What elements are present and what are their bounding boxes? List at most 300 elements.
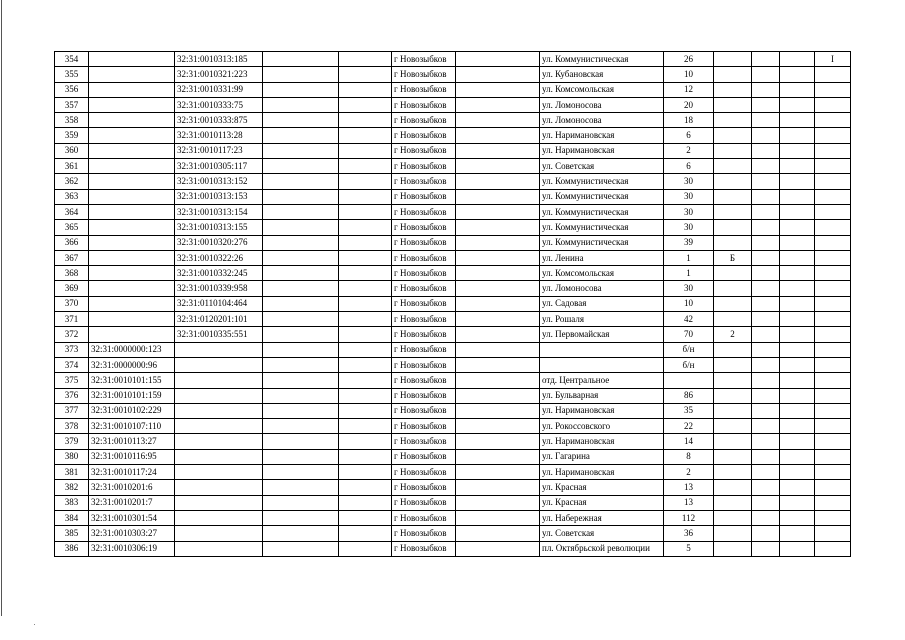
- last-column-cell: [815, 480, 851, 495]
- house-letter-cell: [714, 52, 752, 67]
- empty-cell: [780, 189, 815, 204]
- table-row: [55, 388, 851, 403]
- cadastral-number-b-cell: [175, 541, 263, 556]
- city-cell: г Новозыбков: [392, 480, 456, 495]
- row-number-cell: 361: [55, 159, 89, 174]
- last-column-cell: [815, 97, 851, 112]
- city-cell: г Новозыбков: [392, 526, 456, 541]
- cadastral-number-b-cell: 32:31:0010313:153: [175, 189, 263, 204]
- last-column-cell: [815, 403, 851, 418]
- city-cell: г Новозыбков: [392, 388, 456, 403]
- last-column-cell: [815, 434, 851, 449]
- empty-cell: [263, 128, 339, 143]
- house-letter-cell: [714, 403, 752, 418]
- row-number-cell: 382: [55, 480, 89, 495]
- table-row: [55, 174, 851, 189]
- street-cell: ул. Рошаля: [540, 312, 664, 327]
- cadastral-number-b-cell: [175, 373, 263, 388]
- empty-cell: [780, 342, 815, 357]
- house-number-cell: 14: [664, 434, 714, 449]
- cadastral-number-a-cell: 32:31:0010113:27: [89, 434, 175, 449]
- row-number-cell: 383: [55, 495, 89, 510]
- city-cell: г Новозыбков: [392, 465, 456, 480]
- empty-cell: [780, 113, 815, 128]
- empty-cell: [752, 541, 780, 556]
- house-letter-cell: [714, 434, 752, 449]
- cadastral-number-b-cell: 32:31:0010113:28: [175, 128, 263, 143]
- street-cell: ул. Ломоносова: [540, 113, 664, 128]
- row-number-cell: 385: [55, 526, 89, 541]
- table-row: [55, 143, 851, 158]
- house-letter-cell: Б: [714, 250, 752, 265]
- empty-cell: [339, 419, 392, 434]
- cadastral-number-a-cell: 32:31:0010101:159: [89, 388, 175, 403]
- house-number-cell: 2: [664, 465, 714, 480]
- house-number-cell: 70: [664, 327, 714, 342]
- street-cell: ул. Красная: [540, 480, 664, 495]
- row-number-cell: 367: [55, 250, 89, 265]
- last-column-cell: [815, 449, 851, 464]
- empty-cell: [780, 67, 815, 82]
- empty-cell: [780, 510, 815, 525]
- empty-cell: [339, 97, 392, 112]
- empty-cell: [780, 357, 815, 372]
- empty-cell: [780, 281, 815, 296]
- house-letter-cell: [714, 312, 752, 327]
- empty-cell: [263, 97, 339, 112]
- cadastral-number-b-cell: [175, 388, 263, 403]
- empty-cell: [339, 342, 392, 357]
- cadastral-number-a-cell: 32:31:0010301:54: [89, 510, 175, 525]
- house-letter-cell: [714, 97, 752, 112]
- empty-cell: [752, 97, 780, 112]
- row-number-cell: 380: [55, 449, 89, 464]
- cadastral-number-a-cell: 32:31:0000000:96: [89, 357, 175, 372]
- table-row: [55, 541, 851, 556]
- empty-cell: [339, 434, 392, 449]
- cadastral-number-b-cell: [175, 449, 263, 464]
- row-number-cell: 369: [55, 281, 89, 296]
- street-cell: ул. Наримановская: [540, 403, 664, 418]
- city-cell: г Новозыбков: [392, 449, 456, 464]
- house-number-cell: 35: [664, 403, 714, 418]
- empty-cell: [780, 373, 815, 388]
- house-number-cell: 112: [664, 510, 714, 525]
- empty-cell: [263, 204, 339, 219]
- cadastral-number-a-cell: [89, 266, 175, 281]
- house-number-cell: 8: [664, 449, 714, 464]
- empty-cell: [752, 510, 780, 525]
- empty-cell: [263, 281, 339, 296]
- empty-cell: [263, 327, 339, 342]
- empty-cell: [752, 67, 780, 82]
- empty-cell: [456, 388, 540, 403]
- house-number-cell: б/н: [664, 342, 714, 357]
- table-row: [55, 97, 851, 112]
- row-number-cell: 363: [55, 189, 89, 204]
- empty-cell: [456, 204, 540, 219]
- last-column-cell: I: [815, 52, 851, 67]
- city-cell: г Новозыбков: [392, 403, 456, 418]
- table-row: [55, 327, 851, 342]
- last-column-cell: [815, 235, 851, 250]
- table-row: [55, 419, 851, 434]
- empty-cell: [780, 204, 815, 219]
- row-number-cell: 370: [55, 296, 89, 311]
- cadastral-number-b-cell: 32:31:0010305:117: [175, 159, 263, 174]
- table-row: [55, 357, 851, 372]
- city-cell: г Новозыбков: [392, 189, 456, 204]
- table-row: [55, 373, 851, 388]
- city-cell: г Новозыбков: [392, 419, 456, 434]
- street-cell: ул. Ломоносова: [540, 281, 664, 296]
- empty-cell: [752, 281, 780, 296]
- house-number-cell: 13: [664, 495, 714, 510]
- cadastral-number-b-cell: 32:31:0010331:99: [175, 82, 263, 97]
- cadastral-number-b-cell: [175, 480, 263, 495]
- empty-cell: [263, 480, 339, 495]
- empty-cell: [752, 174, 780, 189]
- empty-cell: [456, 113, 540, 128]
- last-column-cell: [815, 526, 851, 541]
- cadastral-number-b-cell: [175, 403, 263, 418]
- last-column-cell: [815, 312, 851, 327]
- empty-cell: [456, 510, 540, 525]
- house-letter-cell: [714, 189, 752, 204]
- empty-cell: [780, 235, 815, 250]
- cadastral-number-b-cell: [175, 434, 263, 449]
- city-cell: г Новозыбков: [392, 373, 456, 388]
- house-number-cell: 20: [664, 97, 714, 112]
- last-column-cell: [815, 327, 851, 342]
- empty-cell: [752, 342, 780, 357]
- table-row: [55, 52, 851, 67]
- empty-cell: [339, 357, 392, 372]
- table-row: [55, 510, 851, 525]
- row-number-cell: 373: [55, 342, 89, 357]
- cadastral-number-a-cell: [89, 250, 175, 265]
- city-cell: г Новозыбков: [392, 495, 456, 510]
- house-number-cell: 22: [664, 419, 714, 434]
- scan-edge-line: [1, 0, 2, 616]
- empty-cell: [752, 204, 780, 219]
- empty-cell: [780, 495, 815, 510]
- house-number-cell: 26: [664, 52, 714, 67]
- cadastral-number-b-cell: [175, 526, 263, 541]
- street-cell: пл. Октябрьской революции: [540, 541, 664, 556]
- last-column-cell: [815, 465, 851, 480]
- empty-cell: [752, 189, 780, 204]
- city-cell: г Новозыбков: [392, 174, 456, 189]
- cadastral-number-b-cell: 32:31:0010321:223: [175, 67, 263, 82]
- last-column-cell: [815, 82, 851, 97]
- table-row: [55, 235, 851, 250]
- cadastral-number-a-cell: 32:31:0010101:155: [89, 373, 175, 388]
- house-number-cell: 13: [664, 480, 714, 495]
- house-number-cell: 1: [664, 266, 714, 281]
- empty-cell: [263, 235, 339, 250]
- last-column-cell: [815, 373, 851, 388]
- house-letter-cell: [714, 159, 752, 174]
- empty-cell: [780, 312, 815, 327]
- cadastral-number-b-cell: 32:31:0110104:464: [175, 296, 263, 311]
- table-row: [55, 204, 851, 219]
- row-number-cell: 386: [55, 541, 89, 556]
- table-row: [55, 281, 851, 296]
- cadastral-number-b-cell: 32:31:0010332:245: [175, 266, 263, 281]
- street-cell: ул. Комсомольская: [540, 82, 664, 97]
- last-column-cell: [815, 357, 851, 372]
- cadastral-number-b-cell: [175, 419, 263, 434]
- empty-cell: [780, 266, 815, 281]
- house-letter-cell: [714, 541, 752, 556]
- table-row: [55, 113, 851, 128]
- street-cell: ул. Комсомольская: [540, 266, 664, 281]
- house-number-cell: 5: [664, 541, 714, 556]
- last-column-cell: [815, 266, 851, 281]
- empty-cell: [780, 128, 815, 143]
- empty-cell: [456, 495, 540, 510]
- city-cell: г Новозыбков: [392, 296, 456, 311]
- cadastral-number-b-cell: 32:31:0010313:154: [175, 204, 263, 219]
- empty-cell: [780, 403, 815, 418]
- cadastral-number-b-cell: 32:31:0010320:276: [175, 235, 263, 250]
- last-column-cell: [815, 128, 851, 143]
- empty-cell: [263, 373, 339, 388]
- empty-cell: [752, 128, 780, 143]
- house-letter-cell: [714, 296, 752, 311]
- last-column-cell: [815, 250, 851, 265]
- empty-cell: [456, 434, 540, 449]
- city-cell: г Новозыбков: [392, 52, 456, 67]
- street-cell: ул. Советская: [540, 159, 664, 174]
- house-letter-cell: [714, 128, 752, 143]
- empty-cell: [456, 357, 540, 372]
- street-cell: ул. Ломоносова: [540, 97, 664, 112]
- city-cell: г Новозыбков: [392, 312, 456, 327]
- row-number-cell: 355: [55, 67, 89, 82]
- last-column-cell: [815, 388, 851, 403]
- empty-cell: [456, 128, 540, 143]
- empty-cell: [780, 220, 815, 235]
- table-row: [55, 82, 851, 97]
- empty-cell: [263, 357, 339, 372]
- empty-cell: [456, 296, 540, 311]
- empty-cell: [752, 526, 780, 541]
- house-number-cell: 12: [664, 82, 714, 97]
- table-row: [55, 128, 851, 143]
- city-cell: г Новозыбков: [392, 434, 456, 449]
- cadastral-number-b-cell: 32:31:0010339:958: [175, 281, 263, 296]
- empty-cell: [263, 419, 339, 434]
- cadastral-number-a-cell: [89, 113, 175, 128]
- empty-cell: [339, 235, 392, 250]
- empty-cell: [780, 143, 815, 158]
- cadastral-number-b-cell: 32:31:0010313:152: [175, 174, 263, 189]
- row-number-cell: 365: [55, 220, 89, 235]
- city-cell: г Новозыбков: [392, 143, 456, 158]
- last-column-cell: [815, 174, 851, 189]
- empty-cell: [263, 403, 339, 418]
- empty-cell: [339, 312, 392, 327]
- house-letter-cell: [714, 449, 752, 464]
- cadastral-number-b-cell: [175, 342, 263, 357]
- table-row: [55, 67, 851, 82]
- house-number-cell: 30: [664, 220, 714, 235]
- city-cell: г Новозыбков: [392, 128, 456, 143]
- empty-cell: [263, 434, 339, 449]
- row-number-cell: 371: [55, 312, 89, 327]
- empty-cell: [263, 143, 339, 158]
- last-column-cell: [815, 113, 851, 128]
- city-cell: г Новозыбков: [392, 357, 456, 372]
- cadastral-number-a-cell: [89, 143, 175, 158]
- empty-cell: [780, 541, 815, 556]
- empty-cell: [780, 526, 815, 541]
- house-letter-cell: [714, 357, 752, 372]
- house-letter-cell: 2: [714, 327, 752, 342]
- empty-cell: [752, 495, 780, 510]
- empty-cell: [456, 327, 540, 342]
- empty-cell: [752, 419, 780, 434]
- empty-cell: [456, 312, 540, 327]
- cadastral-number-b-cell: 32:31:0120201:101: [175, 312, 263, 327]
- city-cell: г Новозыбков: [392, 235, 456, 250]
- cadastral-number-a-cell: [89, 174, 175, 189]
- city-cell: г Новозыбков: [392, 82, 456, 97]
- empty-cell: [752, 250, 780, 265]
- cadastral-number-a-cell: 32:31:0010117:24: [89, 465, 175, 480]
- empty-cell: [780, 419, 815, 434]
- table-row: [55, 342, 851, 357]
- empty-cell: [339, 82, 392, 97]
- empty-cell: [456, 480, 540, 495]
- empty-cell: [780, 52, 815, 67]
- empty-cell: [456, 449, 540, 464]
- empty-cell: [780, 449, 815, 464]
- table-row: [55, 266, 851, 281]
- cadastral-number-a-cell: 32:31:0010201:7: [89, 495, 175, 510]
- empty-cell: [263, 449, 339, 464]
- empty-cell: [263, 250, 339, 265]
- cadastral-number-a-cell: [89, 312, 175, 327]
- house-number-cell: 30: [664, 281, 714, 296]
- row-number-cell: 374: [55, 357, 89, 372]
- cadastral-number-b-cell: [175, 465, 263, 480]
- address-registry-table: [54, 51, 851, 557]
- empty-cell: [263, 113, 339, 128]
- empty-cell: [752, 113, 780, 128]
- empty-cell: [339, 174, 392, 189]
- empty-cell: [263, 174, 339, 189]
- cadastral-number-a-cell: [89, 204, 175, 219]
- street-cell: ул. Наримановская: [540, 128, 664, 143]
- last-column-cell: [815, 143, 851, 158]
- street-cell: ул. Кубановская: [540, 67, 664, 82]
- row-number-cell: 357: [55, 97, 89, 112]
- street-cell: ул. Советская: [540, 526, 664, 541]
- cadastral-number-b-cell: [175, 495, 263, 510]
- empty-cell: [752, 434, 780, 449]
- empty-cell: [263, 189, 339, 204]
- cadastral-number-a-cell: [89, 281, 175, 296]
- empty-cell: [752, 159, 780, 174]
- empty-cell: [456, 250, 540, 265]
- street-cell: ул. Садовая: [540, 296, 664, 311]
- last-column-cell: [815, 541, 851, 556]
- house-letter-cell: [714, 266, 752, 281]
- street-cell: ул. Коммунистическая: [540, 189, 664, 204]
- empty-cell: [339, 266, 392, 281]
- cadastral-number-b-cell: 32:31:0010335:551: [175, 327, 263, 342]
- empty-cell: [780, 465, 815, 480]
- row-number-cell: 362: [55, 174, 89, 189]
- empty-cell: [456, 52, 540, 67]
- row-number-cell: 368: [55, 266, 89, 281]
- empty-cell: [339, 465, 392, 480]
- house-letter-cell: [714, 373, 752, 388]
- empty-cell: [339, 128, 392, 143]
- house-number-cell: 2: [664, 143, 714, 158]
- city-cell: г Новозыбков: [392, 510, 456, 525]
- empty-cell: [339, 403, 392, 418]
- empty-cell: [752, 52, 780, 67]
- empty-cell: [263, 159, 339, 174]
- cadastral-number-a-cell: 32:31:0010116:95: [89, 449, 175, 464]
- row-number-cell: 384: [55, 510, 89, 525]
- empty-cell: [752, 388, 780, 403]
- house-number-cell: 1: [664, 250, 714, 265]
- empty-cell: [339, 541, 392, 556]
- empty-cell: [263, 52, 339, 67]
- house-letter-cell: [714, 526, 752, 541]
- empty-cell: [780, 250, 815, 265]
- empty-cell: [339, 281, 392, 296]
- row-number-cell: 358: [55, 113, 89, 128]
- empty-cell: [263, 266, 339, 281]
- street-cell: ул. Наримановская: [540, 465, 664, 480]
- last-column-cell: [815, 67, 851, 82]
- empty-cell: [752, 373, 780, 388]
- row-number-cell: 375: [55, 373, 89, 388]
- empty-cell: [339, 67, 392, 82]
- empty-cell: [752, 296, 780, 311]
- empty-cell: [780, 97, 815, 112]
- cadastral-number-b-cell: [175, 357, 263, 372]
- house-letter-cell: [714, 510, 752, 525]
- street-cell: ул. Красная: [540, 495, 664, 510]
- table-row: [55, 449, 851, 464]
- empty-cell: [752, 220, 780, 235]
- empty-cell: [780, 296, 815, 311]
- house-letter-cell: [714, 495, 752, 510]
- house-number-cell: 42: [664, 312, 714, 327]
- street-cell: ул. Набережная: [540, 510, 664, 525]
- last-column-cell: [815, 510, 851, 525]
- cadastral-number-a-cell: 32:31:0000000:123: [89, 342, 175, 357]
- house-letter-cell: [714, 388, 752, 403]
- empty-cell: [456, 143, 540, 158]
- table-row: [55, 220, 851, 235]
- scan-speck: [34, 624, 35, 625]
- street-cell: ул. Коммунистическая: [540, 52, 664, 67]
- empty-cell: [339, 189, 392, 204]
- table-row: [55, 465, 851, 480]
- empty-cell: [339, 388, 392, 403]
- house-number-cell: 86: [664, 388, 714, 403]
- empty-cell: [780, 388, 815, 403]
- empty-cell: [339, 449, 392, 464]
